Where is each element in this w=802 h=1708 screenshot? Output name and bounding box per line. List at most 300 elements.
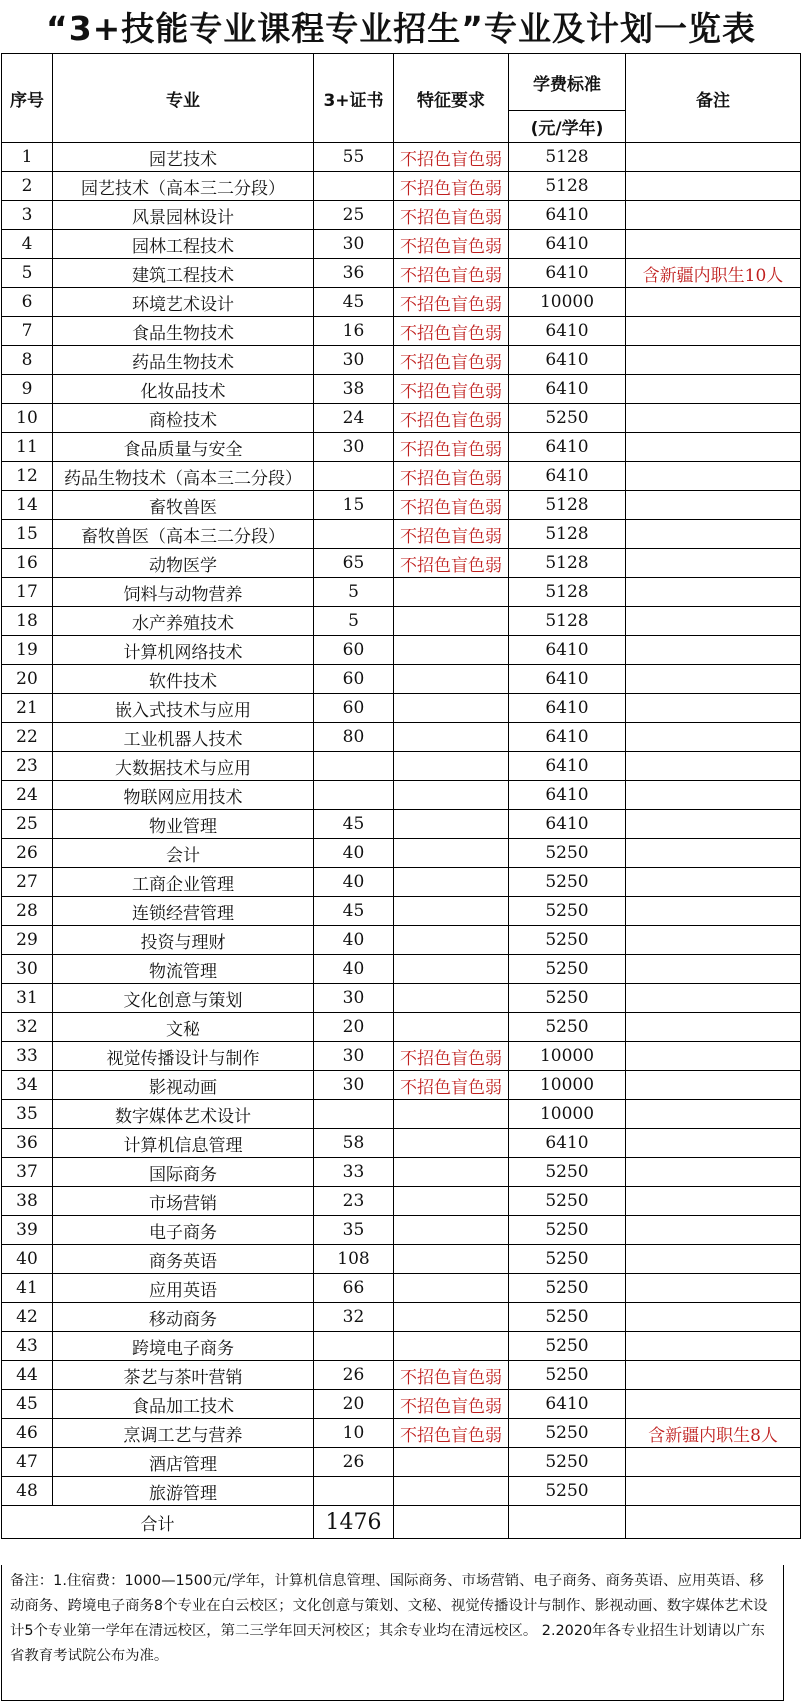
cell-note (626, 1361, 801, 1390)
page-title: “3+技能专业课程专业招生”专业及计划一览表 (46, 8, 756, 48)
cell-fee: 10000 (509, 1042, 626, 1071)
cell-note (626, 781, 801, 810)
cell-fee: 5250 (509, 1274, 626, 1303)
table-row (2, 1390, 801, 1419)
cell-fee: 5250 (509, 1361, 626, 1390)
cell-requirement (394, 665, 509, 694)
cell-requirement: 不招色盲色弱 (394, 317, 509, 346)
total-empty-cell (509, 1506, 626, 1539)
cell-cert: 30 (314, 230, 394, 259)
cell-cert: 40 (314, 955, 394, 984)
cell-requirement (394, 607, 509, 636)
cell-requirement (394, 955, 509, 984)
cell-index: 38 (2, 1187, 53, 1216)
cell-cert: 26 (314, 1361, 394, 1390)
cell-cert (314, 172, 394, 201)
cell-fee: 5128 (509, 520, 626, 549)
cell-cert: 40 (314, 868, 394, 897)
cell-note (626, 201, 801, 230)
cell-major: 电子商务 (53, 1216, 314, 1245)
cell-fee: 5250 (509, 839, 626, 868)
cell-fee: 6410 (509, 259, 626, 288)
cell-cert: 32 (314, 1303, 394, 1332)
cell-major: 动物医学 (53, 549, 314, 578)
cell-index: 7 (2, 317, 53, 346)
cell-index: 16 (2, 549, 53, 578)
cell-requirement (394, 578, 509, 607)
cell-requirement (394, 1013, 509, 1042)
table-row (2, 1100, 801, 1129)
cell-major: 文化创意与策划 (53, 984, 314, 1013)
cell-major: 物业管理 (53, 810, 314, 839)
cell-index: 20 (2, 665, 53, 694)
table-row (2, 346, 801, 375)
cell-index: 27 (2, 868, 53, 897)
cell-index: 34 (2, 1071, 53, 1100)
cell-fee: 5250 (509, 955, 626, 984)
cell-note (626, 230, 801, 259)
cell-requirement (394, 926, 509, 955)
cell-requirement: 不招色盲色弱 (394, 172, 509, 201)
cell-major: 工商企业管理 (53, 868, 314, 897)
table-row (2, 636, 801, 665)
cell-index: 35 (2, 1100, 53, 1129)
cell-fee: 6410 (509, 665, 626, 694)
total-empty-cell (626, 1506, 801, 1539)
cell-major: 水产养殖技术 (53, 607, 314, 636)
cell-cert: 5 (314, 607, 394, 636)
header-major: 专业 (53, 54, 314, 143)
header-note: 备注 (626, 54, 801, 143)
cell-cert: 10 (314, 1419, 394, 1448)
cell-cert: 108 (314, 1245, 394, 1274)
cell-index: 40 (2, 1245, 53, 1274)
cell-requirement (394, 1129, 509, 1158)
cell-index: 6 (2, 288, 53, 317)
cell-note (626, 549, 801, 578)
table-row (2, 1448, 801, 1477)
total-empty-cell (394, 1506, 509, 1539)
cell-requirement (394, 1477, 509, 1506)
cell-index: 26 (2, 839, 53, 868)
cell-major: 视觉传播设计与制作 (53, 1042, 314, 1071)
cell-note (626, 491, 801, 520)
cell-requirement (394, 752, 509, 781)
cell-index: 41 (2, 1274, 53, 1303)
table-row (2, 433, 801, 462)
cell-index: 45 (2, 1390, 53, 1419)
cell-cert: 33 (314, 1158, 394, 1187)
cell-major: 投资与理财 (53, 926, 314, 955)
cell-note (626, 143, 801, 172)
cell-note (626, 375, 801, 404)
cell-requirement: 不招色盲色弱 (394, 404, 509, 433)
cell-note (626, 897, 801, 926)
cell-fee: 6410 (509, 230, 626, 259)
cell-fee: 5250 (509, 1332, 626, 1361)
cell-note (626, 1042, 801, 1071)
cell-note (626, 520, 801, 549)
cell-fee: 5250 (509, 984, 626, 1013)
cell-cert: 45 (314, 288, 394, 317)
cell-fee: 5128 (509, 578, 626, 607)
cell-requirement (394, 694, 509, 723)
cell-note (626, 1187, 801, 1216)
cell-major: 食品加工技术 (53, 1390, 314, 1419)
cell-major: 物流管理 (53, 955, 314, 984)
cell-fee: 6410 (509, 723, 626, 752)
cell-requirement (394, 781, 509, 810)
cell-fee: 6410 (509, 375, 626, 404)
table-row (2, 1216, 801, 1245)
cell-cert (314, 781, 394, 810)
cell-cert: 40 (314, 926, 394, 955)
cell-note (626, 665, 801, 694)
cell-requirement (394, 810, 509, 839)
cell-cert: 80 (314, 723, 394, 752)
footnote: 备注：1.住宿费：1000—1500元/学年，计算机信息管理、国际商务、市场营销、电子商务、商务英语、应用英语、移动商务、跨境电子商务8个专业在白云校区；文化创意与策划、文秘、视觉传播设计与制作、影视动画、数字媒体艺术设计5个专业第一学年在清远校区，第二三学年回天河校区；其余专业均在清远校区。 2.2020年各专业招生计划请以广东省教育考试院公布为准。 (1, 1565, 784, 1701)
cell-note (626, 926, 801, 955)
cell-major: 茶艺与茶叶营销 (53, 1361, 314, 1390)
cell-cert: 25 (314, 201, 394, 230)
table-row (2, 955, 801, 984)
cell-fee: 6410 (509, 1390, 626, 1419)
cell-cert: 45 (314, 897, 394, 926)
table-row (2, 1245, 801, 1274)
cell-requirement: 不招色盲色弱 (394, 520, 509, 549)
cell-note: 含新疆内职生8人 (626, 1419, 801, 1448)
cell-fee: 6410 (509, 636, 626, 665)
table-row (2, 230, 801, 259)
cell-fee: 6410 (509, 462, 626, 491)
cell-index: 3 (2, 201, 53, 230)
cell-fee: 5128 (509, 143, 626, 172)
cell-fee: 6410 (509, 752, 626, 781)
cell-cert: 30 (314, 1042, 394, 1071)
table-row (2, 984, 801, 1013)
table-row (2, 607, 801, 636)
cell-fee: 5128 (509, 491, 626, 520)
cell-major: 影视动画 (53, 1071, 314, 1100)
cell-major: 旅游管理 (53, 1477, 314, 1506)
cell-cert (314, 752, 394, 781)
header-requirement: 特征要求 (394, 54, 509, 143)
table-row (2, 288, 801, 317)
cell-index: 8 (2, 346, 53, 375)
cell-index: 9 (2, 375, 53, 404)
cell-note (626, 1100, 801, 1129)
table-header (2, 54, 801, 143)
cell-major: 环境艺术设计 (53, 288, 314, 317)
table-row (2, 1477, 801, 1506)
cell-requirement: 不招色盲色弱 (394, 346, 509, 375)
cell-cert: 20 (314, 1390, 394, 1419)
cell-index: 21 (2, 694, 53, 723)
header-fee-unit: (元/学年) (509, 111, 626, 143)
table-row (2, 694, 801, 723)
cell-cert: 45 (314, 810, 394, 839)
cell-fee: 10000 (509, 1100, 626, 1129)
cell-fee: 6410 (509, 781, 626, 810)
table-row (2, 404, 801, 433)
cell-fee: 5250 (509, 1477, 626, 1506)
cell-requirement (394, 1187, 509, 1216)
total-label: 合计 (2, 1506, 314, 1539)
cell-major: 商务英语 (53, 1245, 314, 1274)
table-row (2, 1303, 801, 1332)
cell-major: 会计 (53, 839, 314, 868)
cell-fee: 5250 (509, 897, 626, 926)
cell-note (626, 1448, 801, 1477)
table-row (2, 462, 801, 491)
cell-cert: 35 (314, 1216, 394, 1245)
cell-cert: 15 (314, 491, 394, 520)
cell-major: 风景园林设计 (53, 201, 314, 230)
cell-fee: 6410 (509, 346, 626, 375)
table-row (2, 259, 801, 288)
cell-requirement (394, 636, 509, 665)
cell-cert: 60 (314, 636, 394, 665)
cell-index: 17 (2, 578, 53, 607)
cell-requirement (394, 1158, 509, 1187)
cell-requirement (394, 1274, 509, 1303)
cell-fee: 5250 (509, 1419, 626, 1448)
cell-major: 跨境电子商务 (53, 1332, 314, 1361)
cell-index: 30 (2, 955, 53, 984)
cell-fee: 6410 (509, 201, 626, 230)
cell-major: 畜牧兽医（高本三二分段） (53, 520, 314, 549)
cell-major: 商检技术 (53, 404, 314, 433)
cell-fee: 6410 (509, 694, 626, 723)
cell-index: 33 (2, 1042, 53, 1071)
cell-note: 含新疆内职生10人 (626, 259, 801, 288)
cell-index: 5 (2, 259, 53, 288)
header-index: 序号 (2, 54, 53, 143)
cell-requirement: 不招色盲色弱 (394, 259, 509, 288)
cell-cert: 24 (314, 404, 394, 433)
cell-requirement (394, 1303, 509, 1332)
cell-index: 25 (2, 810, 53, 839)
cell-requirement: 不招色盲色弱 (394, 375, 509, 404)
header-fee: 学费标准 (509, 54, 626, 111)
cell-note (626, 172, 801, 201)
cell-index: 39 (2, 1216, 53, 1245)
enrollment-table (1, 53, 801, 1539)
cell-major: 物联网应用技术 (53, 781, 314, 810)
table-body (2, 143, 801, 1506)
cell-cert: 16 (314, 317, 394, 346)
cell-requirement (394, 723, 509, 752)
cell-major: 化妆品技术 (53, 375, 314, 404)
cell-requirement: 不招色盲色弱 (394, 491, 509, 520)
cell-requirement: 不招色盲色弱 (394, 1042, 509, 1071)
cell-fee: 5250 (509, 926, 626, 955)
cell-requirement: 不招色盲色弱 (394, 549, 509, 578)
cell-fee: 5250 (509, 868, 626, 897)
cell-requirement: 不招色盲色弱 (394, 433, 509, 462)
cell-major: 园林工程技术 (53, 230, 314, 259)
cell-major: 建筑工程技术 (53, 259, 314, 288)
cell-fee: 5250 (509, 1216, 626, 1245)
cell-cert (314, 1100, 394, 1129)
cell-fee: 5128 (509, 607, 626, 636)
cell-major: 药品生物技术 (53, 346, 314, 375)
table-row (2, 752, 801, 781)
table-row (2, 1129, 801, 1158)
cell-requirement (394, 1100, 509, 1129)
cell-major: 酒店管理 (53, 1448, 314, 1477)
cell-requirement: 不招色盲色弱 (394, 1361, 509, 1390)
table-row (2, 520, 801, 549)
cell-cert (314, 520, 394, 549)
cell-index: 31 (2, 984, 53, 1013)
cell-note (626, 462, 801, 491)
cell-index: 44 (2, 1361, 53, 1390)
cell-note (626, 694, 801, 723)
cell-requirement: 不招色盲色弱 (394, 1390, 509, 1419)
cell-note (626, 317, 801, 346)
cell-fee: 5250 (509, 1013, 626, 1042)
table-total (2, 1506, 801, 1539)
cell-major: 国际商务 (53, 1158, 314, 1187)
cell-cert (314, 1477, 394, 1506)
cell-cert: 40 (314, 839, 394, 868)
cell-note (626, 636, 801, 665)
cell-index: 4 (2, 230, 53, 259)
table-row (2, 578, 801, 607)
table-row (2, 1361, 801, 1390)
table-row (2, 1332, 801, 1361)
cell-cert: 66 (314, 1274, 394, 1303)
cell-major: 饲料与动物营养 (53, 578, 314, 607)
cell-major: 连锁经营管理 (53, 897, 314, 926)
cell-index: 11 (2, 433, 53, 462)
cell-index: 1 (2, 143, 53, 172)
cell-cert: 30 (314, 346, 394, 375)
cell-cert: 5 (314, 578, 394, 607)
cell-fee: 5128 (509, 549, 626, 578)
table-row (2, 201, 801, 230)
cell-note (626, 1245, 801, 1274)
cell-note (626, 607, 801, 636)
cell-major: 大数据技术与应用 (53, 752, 314, 781)
cell-note (626, 1477, 801, 1506)
cell-note (626, 839, 801, 868)
cell-requirement: 不招色盲色弱 (394, 143, 509, 172)
cell-major: 食品生物技术 (53, 317, 314, 346)
cell-note (626, 1332, 801, 1361)
cell-index: 18 (2, 607, 53, 636)
cell-cert: 20 (314, 1013, 394, 1042)
cell-requirement (394, 1216, 509, 1245)
cell-fee: 6410 (509, 1129, 626, 1158)
cell-requirement: 不招色盲色弱 (394, 230, 509, 259)
cell-cert: 60 (314, 694, 394, 723)
table-row (2, 317, 801, 346)
cell-fee: 5250 (509, 1158, 626, 1187)
cell-cert: 58 (314, 1129, 394, 1158)
cell-major: 移动商务 (53, 1303, 314, 1332)
cell-requirement (394, 984, 509, 1013)
cell-requirement (394, 1332, 509, 1361)
cell-index: 23 (2, 752, 53, 781)
cell-major: 软件技术 (53, 665, 314, 694)
cell-note (626, 1013, 801, 1042)
cell-fee: 5250 (509, 1448, 626, 1477)
cell-cert: 38 (314, 375, 394, 404)
cell-fee: 6410 (509, 810, 626, 839)
cell-note (626, 1390, 801, 1419)
table-row (2, 839, 801, 868)
cell-index: 2 (2, 172, 53, 201)
table-row (2, 1158, 801, 1187)
cell-cert: 65 (314, 549, 394, 578)
cell-fee: 5250 (509, 1187, 626, 1216)
cell-index: 48 (2, 1477, 53, 1506)
cell-major: 烹调工艺与营养 (53, 1419, 314, 1448)
cell-index: 43 (2, 1332, 53, 1361)
cell-index: 29 (2, 926, 53, 955)
header-cert: 3+证书 (314, 54, 394, 143)
cell-requirement: 不招色盲色弱 (394, 1419, 509, 1448)
cell-major: 计算机网络技术 (53, 636, 314, 665)
cell-note (626, 1274, 801, 1303)
cell-fee: 10000 (509, 288, 626, 317)
cell-requirement (394, 1448, 509, 1477)
cell-note (626, 723, 801, 752)
cell-cert: 36 (314, 259, 394, 288)
table-row (2, 172, 801, 201)
cell-note (626, 578, 801, 607)
cell-major: 园艺技术 (53, 143, 314, 172)
cell-requirement: 不招色盲色弱 (394, 201, 509, 230)
cell-cert (314, 1332, 394, 1361)
cell-cert: 55 (314, 143, 394, 172)
cell-fee: 5128 (509, 172, 626, 201)
cell-note (626, 433, 801, 462)
cell-note (626, 288, 801, 317)
cell-index: 47 (2, 1448, 53, 1477)
cell-major: 食品质量与安全 (53, 433, 314, 462)
cell-index: 24 (2, 781, 53, 810)
total-value: 1476 (314, 1506, 394, 1539)
table-row (2, 549, 801, 578)
cell-index: 10 (2, 404, 53, 433)
cell-fee: 10000 (509, 1071, 626, 1100)
cell-cert: 30 (314, 433, 394, 462)
cell-index: 19 (2, 636, 53, 665)
table-row (2, 1419, 801, 1448)
cell-major: 园艺技术（高本三二分段） (53, 172, 314, 201)
cell-cert (314, 462, 394, 491)
table-row (2, 1071, 801, 1100)
table-row (2, 723, 801, 752)
cell-index: 15 (2, 520, 53, 549)
table-row (2, 143, 801, 172)
table-row (2, 1013, 801, 1042)
cell-requirement: 不招色盲色弱 (394, 462, 509, 491)
cell-note (626, 984, 801, 1013)
table-row (2, 926, 801, 955)
table-row (2, 375, 801, 404)
cell-note (626, 1216, 801, 1245)
cell-fee: 5250 (509, 1303, 626, 1332)
cell-note (626, 1129, 801, 1158)
cell-cert: 30 (314, 1071, 394, 1100)
cell-cert: 60 (314, 665, 394, 694)
cell-cert: 30 (314, 984, 394, 1013)
cell-note (626, 752, 801, 781)
